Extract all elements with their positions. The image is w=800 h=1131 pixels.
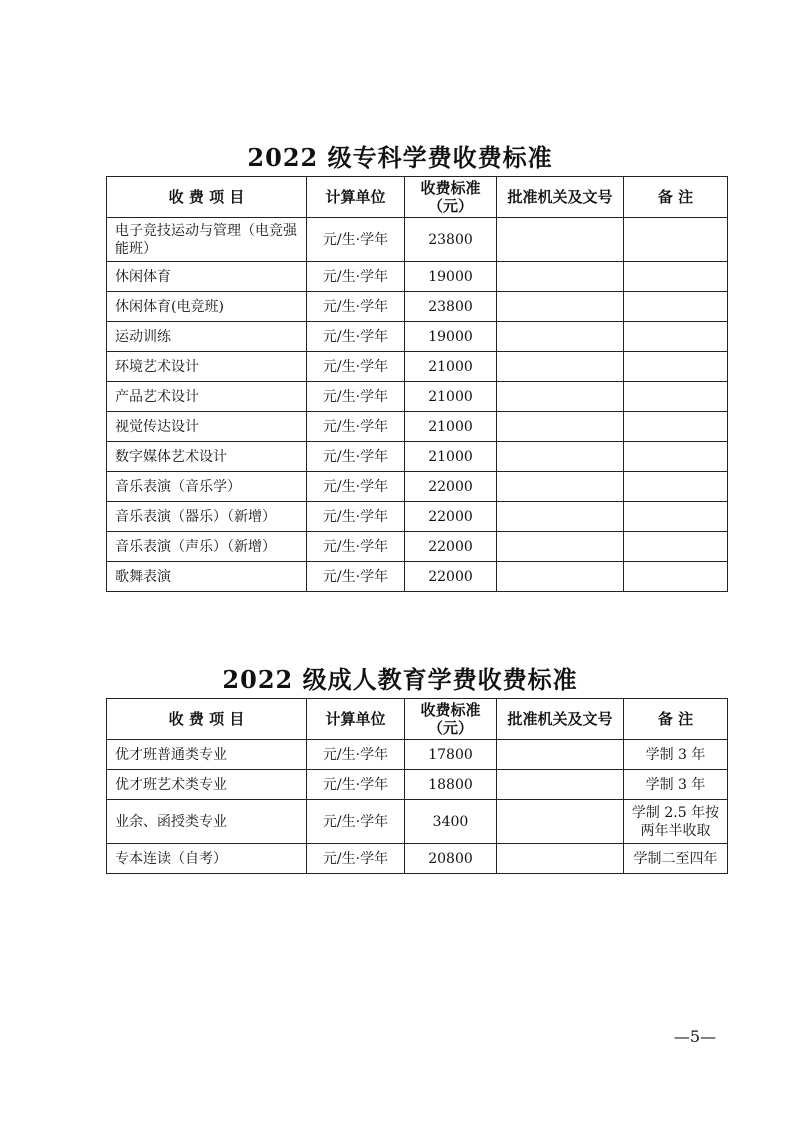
cell-note <box>624 442 728 472</box>
tuition-table-specialty <box>106 176 728 592</box>
cell-fee: 19000 <box>405 322 497 352</box>
table-row <box>107 262 728 292</box>
cell-unit: 元/生·学年 <box>307 442 405 472</box>
header-item: 收 费 项 目 <box>107 177 307 218</box>
cell-fee: 22000 <box>405 562 497 592</box>
cell-note <box>624 382 728 412</box>
table-row <box>107 562 728 592</box>
header-fee: 收费标准（元） <box>405 699 497 740</box>
cell-unit: 元/生·学年 <box>307 562 405 592</box>
cell-item: 环境艺术设计 <box>107 352 307 382</box>
table2-title: 2022 级成人教育学费收费标准 <box>222 665 578 694</box>
cell-item: 视觉传达设计 <box>107 412 307 442</box>
cell-item: 业余、函授类专业 <box>107 800 307 844</box>
cell-authority <box>497 502 624 532</box>
header-unit: 计算单位 <box>307 177 405 218</box>
cell-unit: 元/生·学年 <box>307 292 405 322</box>
cell-authority <box>497 800 624 844</box>
cell-authority <box>497 740 624 770</box>
cell-note: 学制 2.5 年按两年半收取 <box>624 800 728 844</box>
cell-note <box>624 562 728 592</box>
cell-unit: 元/生·学年 <box>307 382 405 412</box>
cell-fee: 23800 <box>405 292 497 322</box>
header-authority: 批准机关及文号 <box>497 699 624 740</box>
page-number: —5— <box>673 1027 717 1046</box>
table-row <box>107 532 728 562</box>
table-row <box>107 322 728 352</box>
table-row <box>107 844 728 874</box>
cell-authority <box>497 352 624 382</box>
cell-unit: 元/生·学年 <box>307 218 405 262</box>
cell-item: 优才班普通类专业 <box>107 740 307 770</box>
cell-item: 休闲体育(电竞班) <box>107 292 307 322</box>
table-row <box>107 472 728 502</box>
header-note: 备 注 <box>624 177 728 218</box>
cell-authority <box>497 472 624 502</box>
cell-fee: 20800 <box>405 844 497 874</box>
cell-authority <box>497 844 624 874</box>
cell-fee: 21000 <box>405 382 497 412</box>
cell-authority <box>497 532 624 562</box>
cell-note <box>624 352 728 382</box>
cell-fee: 22000 <box>405 502 497 532</box>
header-note: 备 注 <box>624 699 728 740</box>
cell-note: 学制 3 年 <box>624 740 728 770</box>
table-header-row <box>107 177 728 218</box>
cell-item: 数字媒体艺术设计 <box>107 442 307 472</box>
cell-fee: 21000 <box>405 412 497 442</box>
cell-fee: 17800 <box>405 740 497 770</box>
table-row <box>107 352 728 382</box>
header-unit: 计算单位 <box>307 699 405 740</box>
cell-note <box>624 412 728 442</box>
cell-item: 运动训练 <box>107 322 307 352</box>
cell-unit: 元/生·学年 <box>307 740 405 770</box>
cell-unit: 元/生·学年 <box>307 532 405 562</box>
cell-authority <box>497 322 624 352</box>
cell-unit: 元/生·学年 <box>307 800 405 844</box>
header-authority: 批准机关及文号 <box>497 177 624 218</box>
cell-unit: 元/生·学年 <box>307 412 405 442</box>
cell-unit: 元/生·学年 <box>307 502 405 532</box>
table-row <box>107 382 728 412</box>
cell-item: 休闲体育 <box>107 262 307 292</box>
cell-unit: 元/生·学年 <box>307 352 405 382</box>
table-row <box>107 292 728 322</box>
table-row <box>107 412 728 442</box>
cell-authority <box>497 412 624 442</box>
cell-note: 学制二至四年 <box>624 844 728 874</box>
tuition-table-adult-education <box>106 698 728 874</box>
cell-authority <box>497 218 624 262</box>
cell-item: 产品艺术设计 <box>107 382 307 412</box>
cell-authority <box>497 562 624 592</box>
cell-note <box>624 262 728 292</box>
cell-unit: 元/生·学年 <box>307 472 405 502</box>
cell-item: 歌舞表演 <box>107 562 307 592</box>
cell-fee: 22000 <box>405 532 497 562</box>
cell-item: 优才班艺术类专业 <box>107 770 307 800</box>
cell-note <box>624 218 728 262</box>
cell-fee: 23800 <box>405 218 497 262</box>
cell-unit: 元/生·学年 <box>307 322 405 352</box>
header-item: 收 费 项 目 <box>107 699 307 740</box>
cell-unit: 元/生·学年 <box>307 262 405 292</box>
table1-title: 2022 级专科学费收费标准 <box>247 143 553 172</box>
cell-fee: 3400 <box>405 800 497 844</box>
cell-authority <box>497 382 624 412</box>
cell-authority <box>497 442 624 472</box>
cell-item: 专本连读（自考） <box>107 844 307 874</box>
cell-unit: 元/生·学年 <box>307 844 405 874</box>
cell-item: 音乐表演（音乐学） <box>107 472 307 502</box>
table-row <box>107 442 728 472</box>
cell-note <box>624 532 728 562</box>
table-row <box>107 770 728 800</box>
cell-note: 学制 3 年 <box>624 770 728 800</box>
cell-fee: 18800 <box>405 770 497 800</box>
cell-note <box>624 322 728 352</box>
table-row <box>107 800 728 844</box>
cell-note <box>624 472 728 502</box>
cell-unit: 元/生·学年 <box>307 770 405 800</box>
cell-fee: 21000 <box>405 442 497 472</box>
cell-authority <box>497 262 624 292</box>
cell-fee: 22000 <box>405 472 497 502</box>
cell-authority <box>497 292 624 322</box>
cell-fee: 21000 <box>405 352 497 382</box>
cell-fee: 19000 <box>405 262 497 292</box>
table-row <box>107 218 728 262</box>
cell-item: 音乐表演（声乐）（新增） <box>107 532 307 562</box>
cell-note <box>624 292 728 322</box>
cell-item: 音乐表演（器乐）（新增） <box>107 502 307 532</box>
header-fee: 收费标准（元） <box>405 177 497 218</box>
table-row <box>107 502 728 532</box>
cell-note <box>624 502 728 532</box>
cell-authority <box>497 770 624 800</box>
table-header-row <box>107 699 728 740</box>
cell-item: 电子竞技运动与管理（电竞强能班） <box>107 218 307 262</box>
table-row <box>107 740 728 770</box>
